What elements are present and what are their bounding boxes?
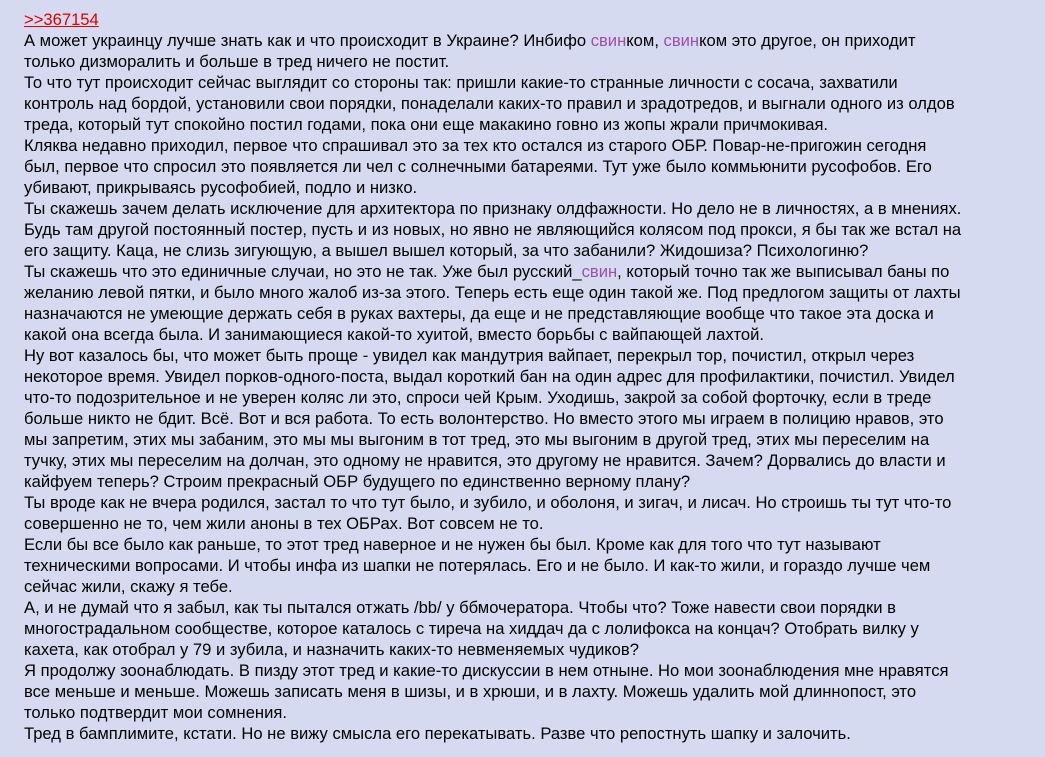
post-line: То что тут происходит сейчас выглядит со стороны так: пришли какие-то странные личности с сосача, захватили [24, 73, 898, 92]
highlight-word: свин [581, 262, 618, 281]
post-line: только подтвердит мои сомнения. [24, 703, 287, 722]
post-line: А, и не думай что я забыл, как ты пытался отжать /bb/ у ббмочератора. Чтобы что? Тоже навести свои порядки в [24, 598, 896, 617]
post-line: желанию левой пятки, и было много жалоб из-за этого. Теперь есть еще один такой же. Под предлогом защиты от лахты [24, 283, 961, 302]
post-line: был, первое что спросил это появляется ли чел с солнечными батареями. Тут уже было коммьюнити русофобов. Его [24, 157, 932, 176]
post-line: его защиту. Каца, не слизь зигующую, а вышел вышел который, за что забанили? Жидошиза? Психологиню? [24, 241, 869, 260]
post-line: многострадальном сообществе, которое каталось с тиреча на хиддач да с лолифокса на концач? Отобрать вилку у [24, 619, 919, 638]
post-line: Будь там другой постоянный постер, пусть и из новых, но явно не являющийся колясом под прокси, я бы так же встал на [24, 220, 962, 239]
post-line: все меньше и меньше. Можешь записать меня в шизы, и в хрюши, и в лахту. Можешь удалить мой длиннопост, это [24, 682, 917, 701]
post-line: треда, который тут спокойно постил годами, пока они еще макакино говно из жопы жрали причмокивая. [24, 115, 829, 134]
post-line: убивают, прикрываясь русофобией, подло и низко. [24, 178, 418, 197]
post-line: кахета, как отобрал у 79 и зубила, и назначить каких-то невменяемых чудиков? [24, 640, 639, 659]
post-line: назначаются не умеющие держать себя в руках вахтеры, да еще и не представляющие вообще что такое эта доска и [24, 304, 934, 323]
post-line: контроль над бордой, установили свои порядки, понаделали каких-то правил и зрадотредов, и выгнали одного из олдов [24, 94, 955, 113]
line-text: ком это другое, он приходит [699, 31, 916, 50]
post-line: некоторое время. Увидел порков-одного-поста, выдал короткий бан на один адрес для профилактики, почистил. Увидел [24, 367, 955, 386]
post-line: какой она всегда была. И занимающиеся какой-то хуитой, вместо борьбы с вайпающей лахтой. [24, 325, 764, 344]
post-line: Ну вот казалось бы, что может быть проще - увидел как мандутрия вайпает, перекрыл тор, почистил, открыл через [24, 346, 915, 365]
post-line: мы запретим, этих мы забаним, это мы мы выгоним в тот тред, это мы выгоним в другой тред, этих мы переселим на [24, 430, 930, 449]
line-text: , который точно так же выписывал баны по [617, 262, 950, 281]
line-text: Ты скажешь что это единичные случаи, но это не так. Уже был русский_ [24, 262, 582, 281]
highlight-word: свин [663, 31, 700, 50]
post-line: кайфуем теперь? Строим прекрасный ОБР будущего по единственно верному плану? [24, 472, 691, 491]
post-line: Если бы все было как раньше, то этот тред наверное и не нужен бы был. Кроме как для того что тут называют [24, 535, 881, 554]
line-text: ком, [626, 31, 664, 50]
post-line [24, 261, 1042, 282]
reply-link[interactable]: >>367154 [24, 10, 99, 29]
post-body [24, 9, 1042, 744]
post-line: больше никто не бдит. Всё. Вот и вся работа. То есть волонтерство. Но вместо этого мы играем в полицию нравов, это [24, 409, 944, 428]
post-line: Ты вроде как не вчера родился, застал то что тут было, и зубило, и оболоня, и зигач, и лисач. Но строишь ты тут что-то [24, 493, 952, 512]
post-line: Ты скажешь зачем делать исключение для архитектора по признаку олдфажности. Но дело не в личностях, а в мнениях. [24, 199, 962, 218]
post-line: совершенно не то, чем жили аноны в тех ОБРах. Вот совсем не то. [24, 514, 544, 533]
post-line: техническими вопросами. И чтобы инфа из шапки не потерялась. Его и не было. И как-то жили, и гораздо лучше чем [24, 556, 931, 575]
post-line: тучку, этих мы переселим на долчан, это одному не нравится, это другому не нравится. Зачем? Дорвались до власти и [24, 451, 946, 470]
post-line: только дизморалить и больше в тред ничего не постит. [24, 52, 450, 71]
line-text: А может украинцу лучше знать как и что происходит в Украине? Инбифо [24, 31, 591, 50]
highlight-word: свин [590, 31, 627, 50]
post-line [24, 30, 1042, 51]
post-line: Тред в бамплимите, кстати. Но не вижу смысла его перекатывать. Разве что репостнуть шапку и залочить. [24, 724, 851, 743]
post-line: сейчас жили, скажу я тебе. [24, 577, 233, 596]
post-line: Кляква недавно приходил, первое что спрашивал это за тех кто остался из старого ОБР. Повар-не-пригожин сегодня [24, 136, 927, 155]
post-line: что-то подозрительное и не уверен коляс ли это, спроси чей Крым. Уходишь, закрой за собой форточку, если в треде [24, 388, 932, 407]
post-line: Я продолжу зоонаблюдать. В пизду этот тред и какие-то дискуссии в нем отныне. Но мои зоонаблюдения мне нравятся [24, 661, 949, 680]
